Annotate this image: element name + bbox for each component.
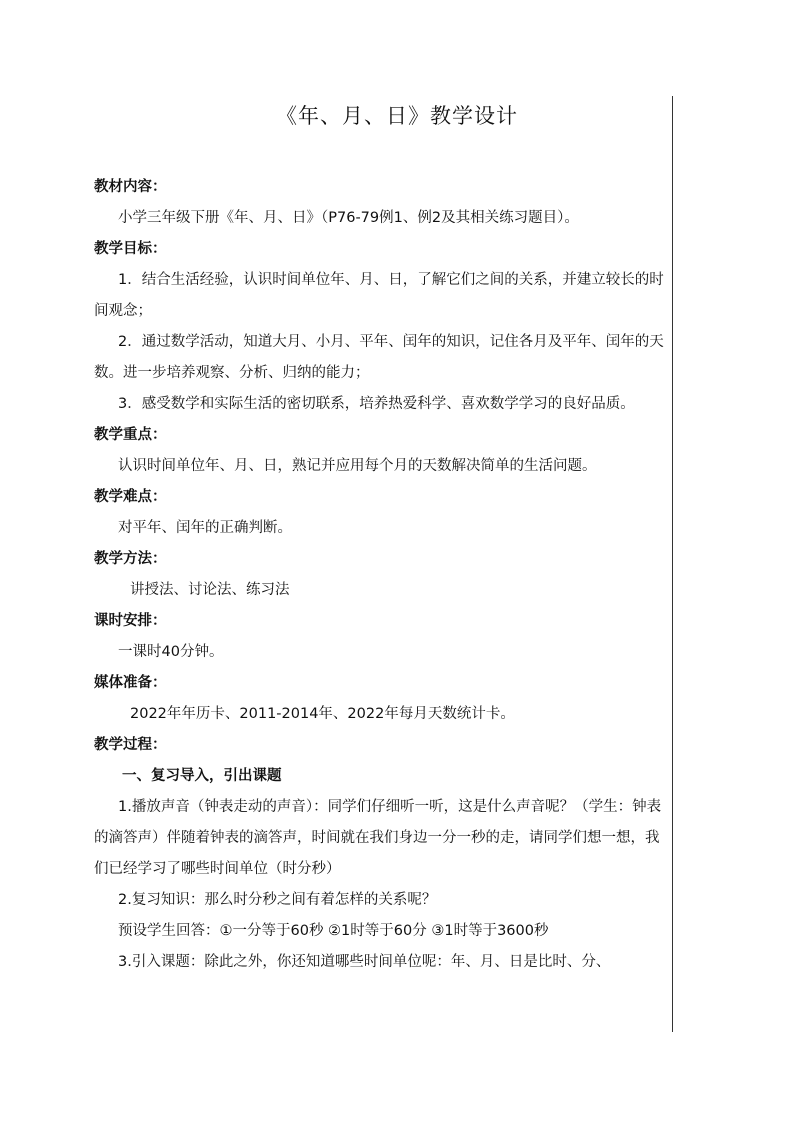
margin-line <box>672 96 673 1032</box>
section-heading-process: 教学过程： <box>94 737 167 753</box>
media-text: 2022年年历卡、2011-2014年、2022年每月天数统计卡。 <box>130 706 515 722</box>
page-title: 《年、月、日》教学设计 <box>276 104 518 128</box>
time-text: 一课时40分钟。 <box>118 644 224 660</box>
key-text: 认识时间单位年、月、日，熟记并应用每个月的天数解决简单的生活问题。 <box>118 458 597 474</box>
goal-1: 1．结合生活经验，认识时间单位年、月、日，了解它们之间的关系，并建立较长的时间观念； <box>94 272 664 319</box>
section-heading-goals: 教学目标： <box>94 241 167 257</box>
goal-2: 2．通过数学活动，知道大月、小月、平年、闰年的知识，记住各月及平年、闰年的天数。进一步培养观察、分析、归纳的能力； <box>94 334 664 381</box>
section-heading-method: 教学方法： <box>94 551 167 567</box>
method-text: 讲授法、讨论法、练习法 <box>130 582 290 598</box>
section-heading-media: 媒体准备： <box>94 675 167 691</box>
document-body <box>94 172 666 978</box>
section-heading-difficulty: 教学难点： <box>94 489 167 505</box>
process-step-2-answer: 预设学生回答：①一分等于60秒 ②1时等于60分 ③1时等于3600秒 <box>118 923 549 939</box>
section-heading-content: 教材内容： <box>94 179 167 195</box>
content-text: 小学三年级下册《年、月、日》（P76-79例1、例2及其相关练习题目）。 <box>118 210 579 226</box>
section-heading-key: 教学重点： <box>94 427 167 443</box>
goal-3: 3．感受数学和实际生活的密切联系，培养热爱科学、喜欢数学学习的良好品质。 <box>118 396 635 412</box>
difficulty-text: 对平年、闰年的正确判断。 <box>118 520 292 536</box>
part1-heading: 一、复习导入，引出课题 <box>122 768 282 784</box>
section-heading-time: 课时安排： <box>94 613 167 629</box>
process-step-3: 3.引入课题：除此之外，你还知道哪些时间单位呢：年、月、日是比时、分、 <box>118 954 611 970</box>
process-step-1: 1.播放声音（钟表走动的声音）：同学们仔细听一听，这是什么声音呢？（学生：钟表的滴答声）伴随着钟表的滴答声，时间就在我们身边一分一秒的走，请同学们想一想，我们已经学习了哪些时间单位（时分秒） <box>94 799 662 877</box>
process-step-2: 2.复习知识：那么时分秒之间有着怎样的关系呢？ <box>118 892 437 908</box>
